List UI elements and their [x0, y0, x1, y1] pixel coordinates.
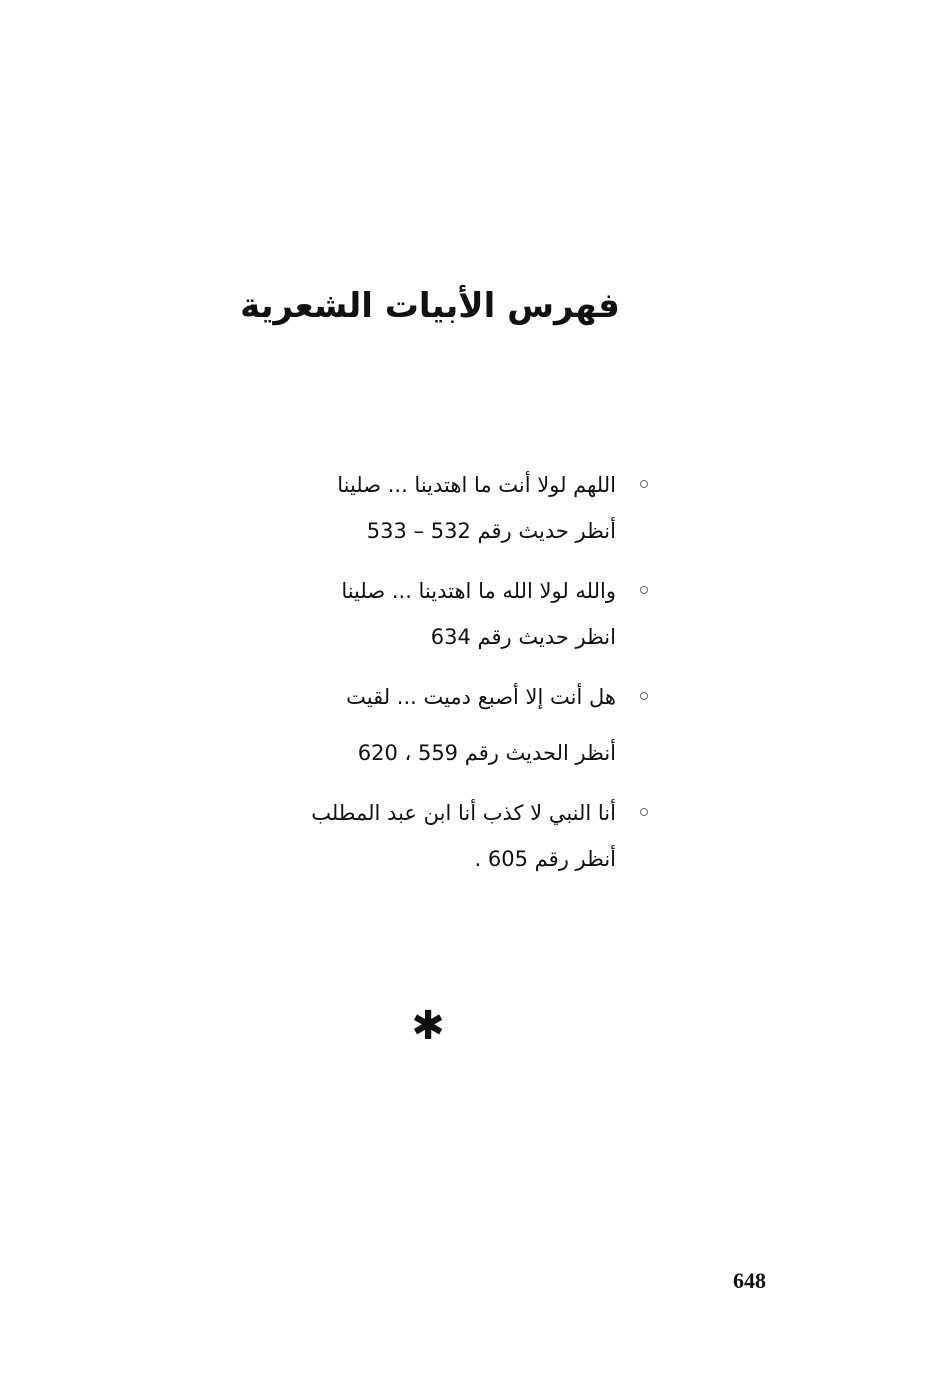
verse-text: هل أنت إلا أصبع دميت ... لقيت [346, 685, 616, 709]
bullet-icon [640, 586, 648, 594]
list-item [196, 568, 616, 660]
verse-reference: أنظر الحديث رقم 559 ، 620 [357, 741, 616, 765]
verse-reference: أنظر رقم 605 . [474, 847, 616, 871]
bullet-icon [640, 692, 648, 700]
asterisk-ornament-icon: ✱ [411, 1003, 445, 1049]
verse-reference: أنظر حديث رقم 532 – 533 [366, 519, 616, 543]
verse-text: اللهم لولا أنت ما اهتدينا ... صلينا [337, 473, 616, 497]
page-number: 648 [733, 1268, 766, 1293]
list-item [196, 790, 616, 882]
verse-index-list [196, 462, 616, 896]
bullet-icon [640, 480, 648, 488]
verse-text: والله لولا الله ما اهتدينا ... صلينا [341, 579, 616, 603]
bullet-icon [640, 808, 648, 816]
list-item [196, 462, 616, 554]
verse-reference: انظر حديث رقم 634 [430, 625, 616, 649]
list-item [196, 674, 616, 776]
verse-text: أنا النبي لا كذب أنا ابن عبد المطلب [311, 801, 616, 825]
page-title: فهرس الأبيات الشعرية [240, 286, 620, 326]
